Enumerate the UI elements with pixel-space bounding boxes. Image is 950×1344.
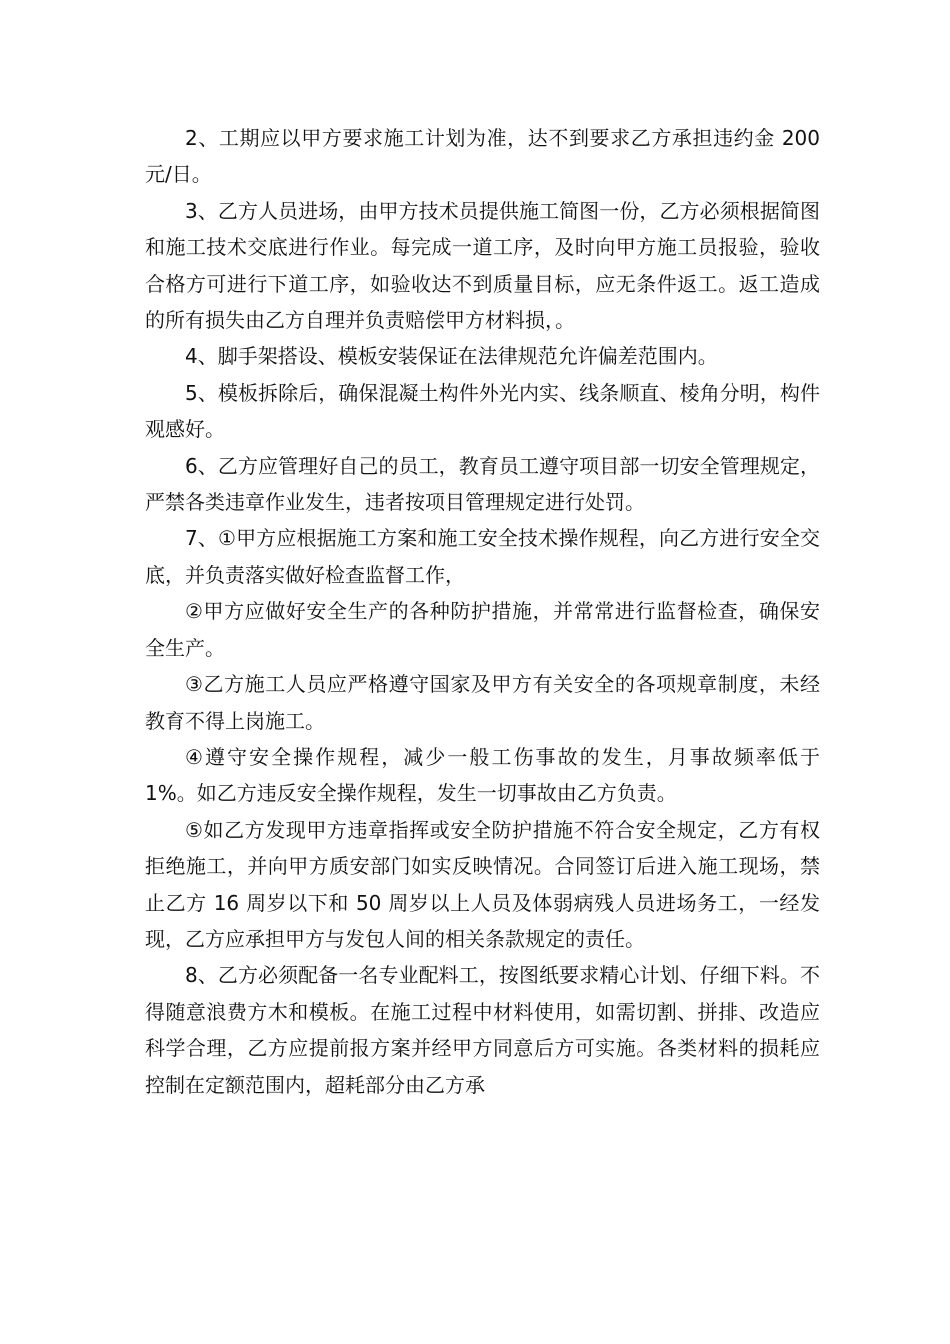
clause-8-paragraph: 8、乙方必须配备一名专业配料工，按图纸要求精心计划、仔细下料。不得随意浪费方木和模板。在施工过程中材料使用，如需切割、拼排、改造应科学合理，乙方应提前报方案并经甲方同意后方可实施。各类材料的损耗应控制在定额范围内，超耗部分由乙方承 [145,963,820,1097]
clause-6-paragraph: 6、乙方应管理好自己的员工，教育员工遵守项目部一切安全管理规定，严禁各类违章作业发生，违者按项目管理规定进行处罚。 [145,453,820,515]
clause-7-item-2-paragraph: ②甲方应做好安全生产的各种防护措施，并常常进行监督检查，确保安全生产。 [145,599,820,660]
clause-3-paragraph: 3、乙方人员进场，由甲方技术员提供施工简图一份，乙方必须根据简图和施工技术交底进行作业。每完成一道工序，及时向甲方施工员报验，验收合格方可进行下道工序，如验收达不到质量目标，应无条件返工。返工造成的所有损失由乙方自理并负责赔偿甲方材料损，。 [145,198,820,333]
clause-7-item-4-paragraph: ④遵守安全操作规程，减少一般工伤事故的发生，月事故频率低于 1%。如乙方违反安全操作规程，发生一切事故由乙方负责。 [145,744,820,806]
clause-5-paragraph: 5、模板拆除后，确保混凝土构件外光内实、线条顺直、棱角分明，构件观感好。 [145,380,820,442]
document-body [145,120,820,1103]
clause-7-item-5-paragraph: ⑤如乙方发现甲方违章指挥或安全防护措施不符合安全规定，乙方有权拒绝施工，并向甲方质安部门如实反映情况。合同签订后进入施工现场，禁止乙方 16 周岁以下和 50 周岁以上人员及体弱病残人员进场务工，一经发现，乙方应承担甲方与发包人间的相关条款规定的责任。 [145,817,820,951]
clause-4-paragraph: 4、脚手架搭设、模板安装保证在法律规范允许偏差范围内。 [185,344,718,369]
clause-7-item-3-paragraph: ③乙方施工人员应严格遵守国家及甲方有关安全的各项规章制度，未经教育不得上岗施工。 [145,672,820,733]
clause-2-paragraph: 2、工期应以甲方要求施工计划为准，达不到要求乙方承担违约金 200 元/日。 [145,126,820,187]
clause-7-item-1-paragraph: 7、①甲方应根据施工方案和施工安全技术操作规程，向乙方进行安全交底，并负责落实做好检查监督工作， [145,526,820,587]
